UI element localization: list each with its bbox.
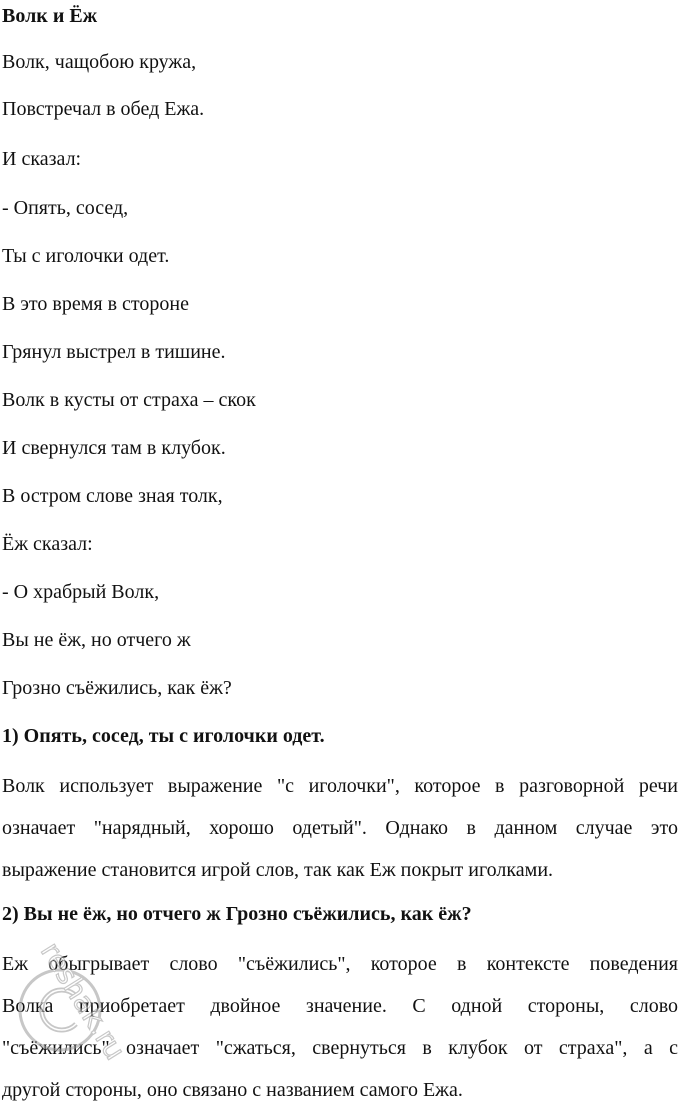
- poem-line: - О храбрый Волк,: [2, 581, 160, 603]
- section-paragraph-2: [2, 943, 678, 1111]
- watermark-text: reshak.ru: [34, 936, 132, 1066]
- paragraph-line: выражение становится игрой слов, так как Еж покрыт иголками.: [2, 859, 554, 881]
- paragraph-line: означает "нарядный, хорошо одетый". Однако в данном случае это: [2, 817, 678, 839]
- poem-line: И сказал:: [2, 148, 82, 170]
- paragraph-line: Волка приобретает двойное значение. С одной стороны, слово: [2, 995, 678, 1017]
- section-paragraph-1: [2, 765, 678, 891]
- poem-line: Ёж сказал:: [2, 533, 93, 555]
- poem-line: Повстречал в обед Ежа.: [2, 98, 205, 120]
- section-heading-2: 2) Вы не ёж, но отчего ж Грозно съёжились, как ёж?: [2, 903, 472, 925]
- paragraph-line: "съёжились" означает "сжаться, свернуться в клубок от страха", а с: [2, 1037, 678, 1059]
- poem-line: В это время в стороне: [2, 293, 189, 315]
- poem-line: - Опять, сосед,: [2, 197, 129, 219]
- poem-line: В остром слове зная толк,: [2, 485, 223, 507]
- document-title: Волк и Ёж: [2, 5, 98, 27]
- poem-line: Волк, чащобою кружа,: [2, 51, 197, 73]
- poem-line: Грозно съёжились, как ёж?: [2, 677, 232, 699]
- poem-line: Грянул выстрел в тишине.: [2, 341, 226, 363]
- poem-line: Вы не ёж, но отчего ж: [2, 629, 191, 651]
- paragraph-line: Еж обыгрывает слово "съёжились", которое в контексте поведения: [2, 953, 678, 975]
- poem-line: Ты с иголочки одет.: [2, 245, 170, 267]
- paragraph-line: Волк использует выражение "с иголочки", которое в разговорной речи: [2, 775, 678, 797]
- poem-line: Волк в кусты от страха – скок: [2, 389, 256, 411]
- section-heading-1: 1) Опять, сосед, ты с иголочки одет.: [2, 725, 325, 747]
- poem-line: И свернулся там в клубок.: [2, 437, 226, 459]
- paragraph-line: другой стороны, оно связано с названием самого Ежа.: [2, 1079, 463, 1101]
